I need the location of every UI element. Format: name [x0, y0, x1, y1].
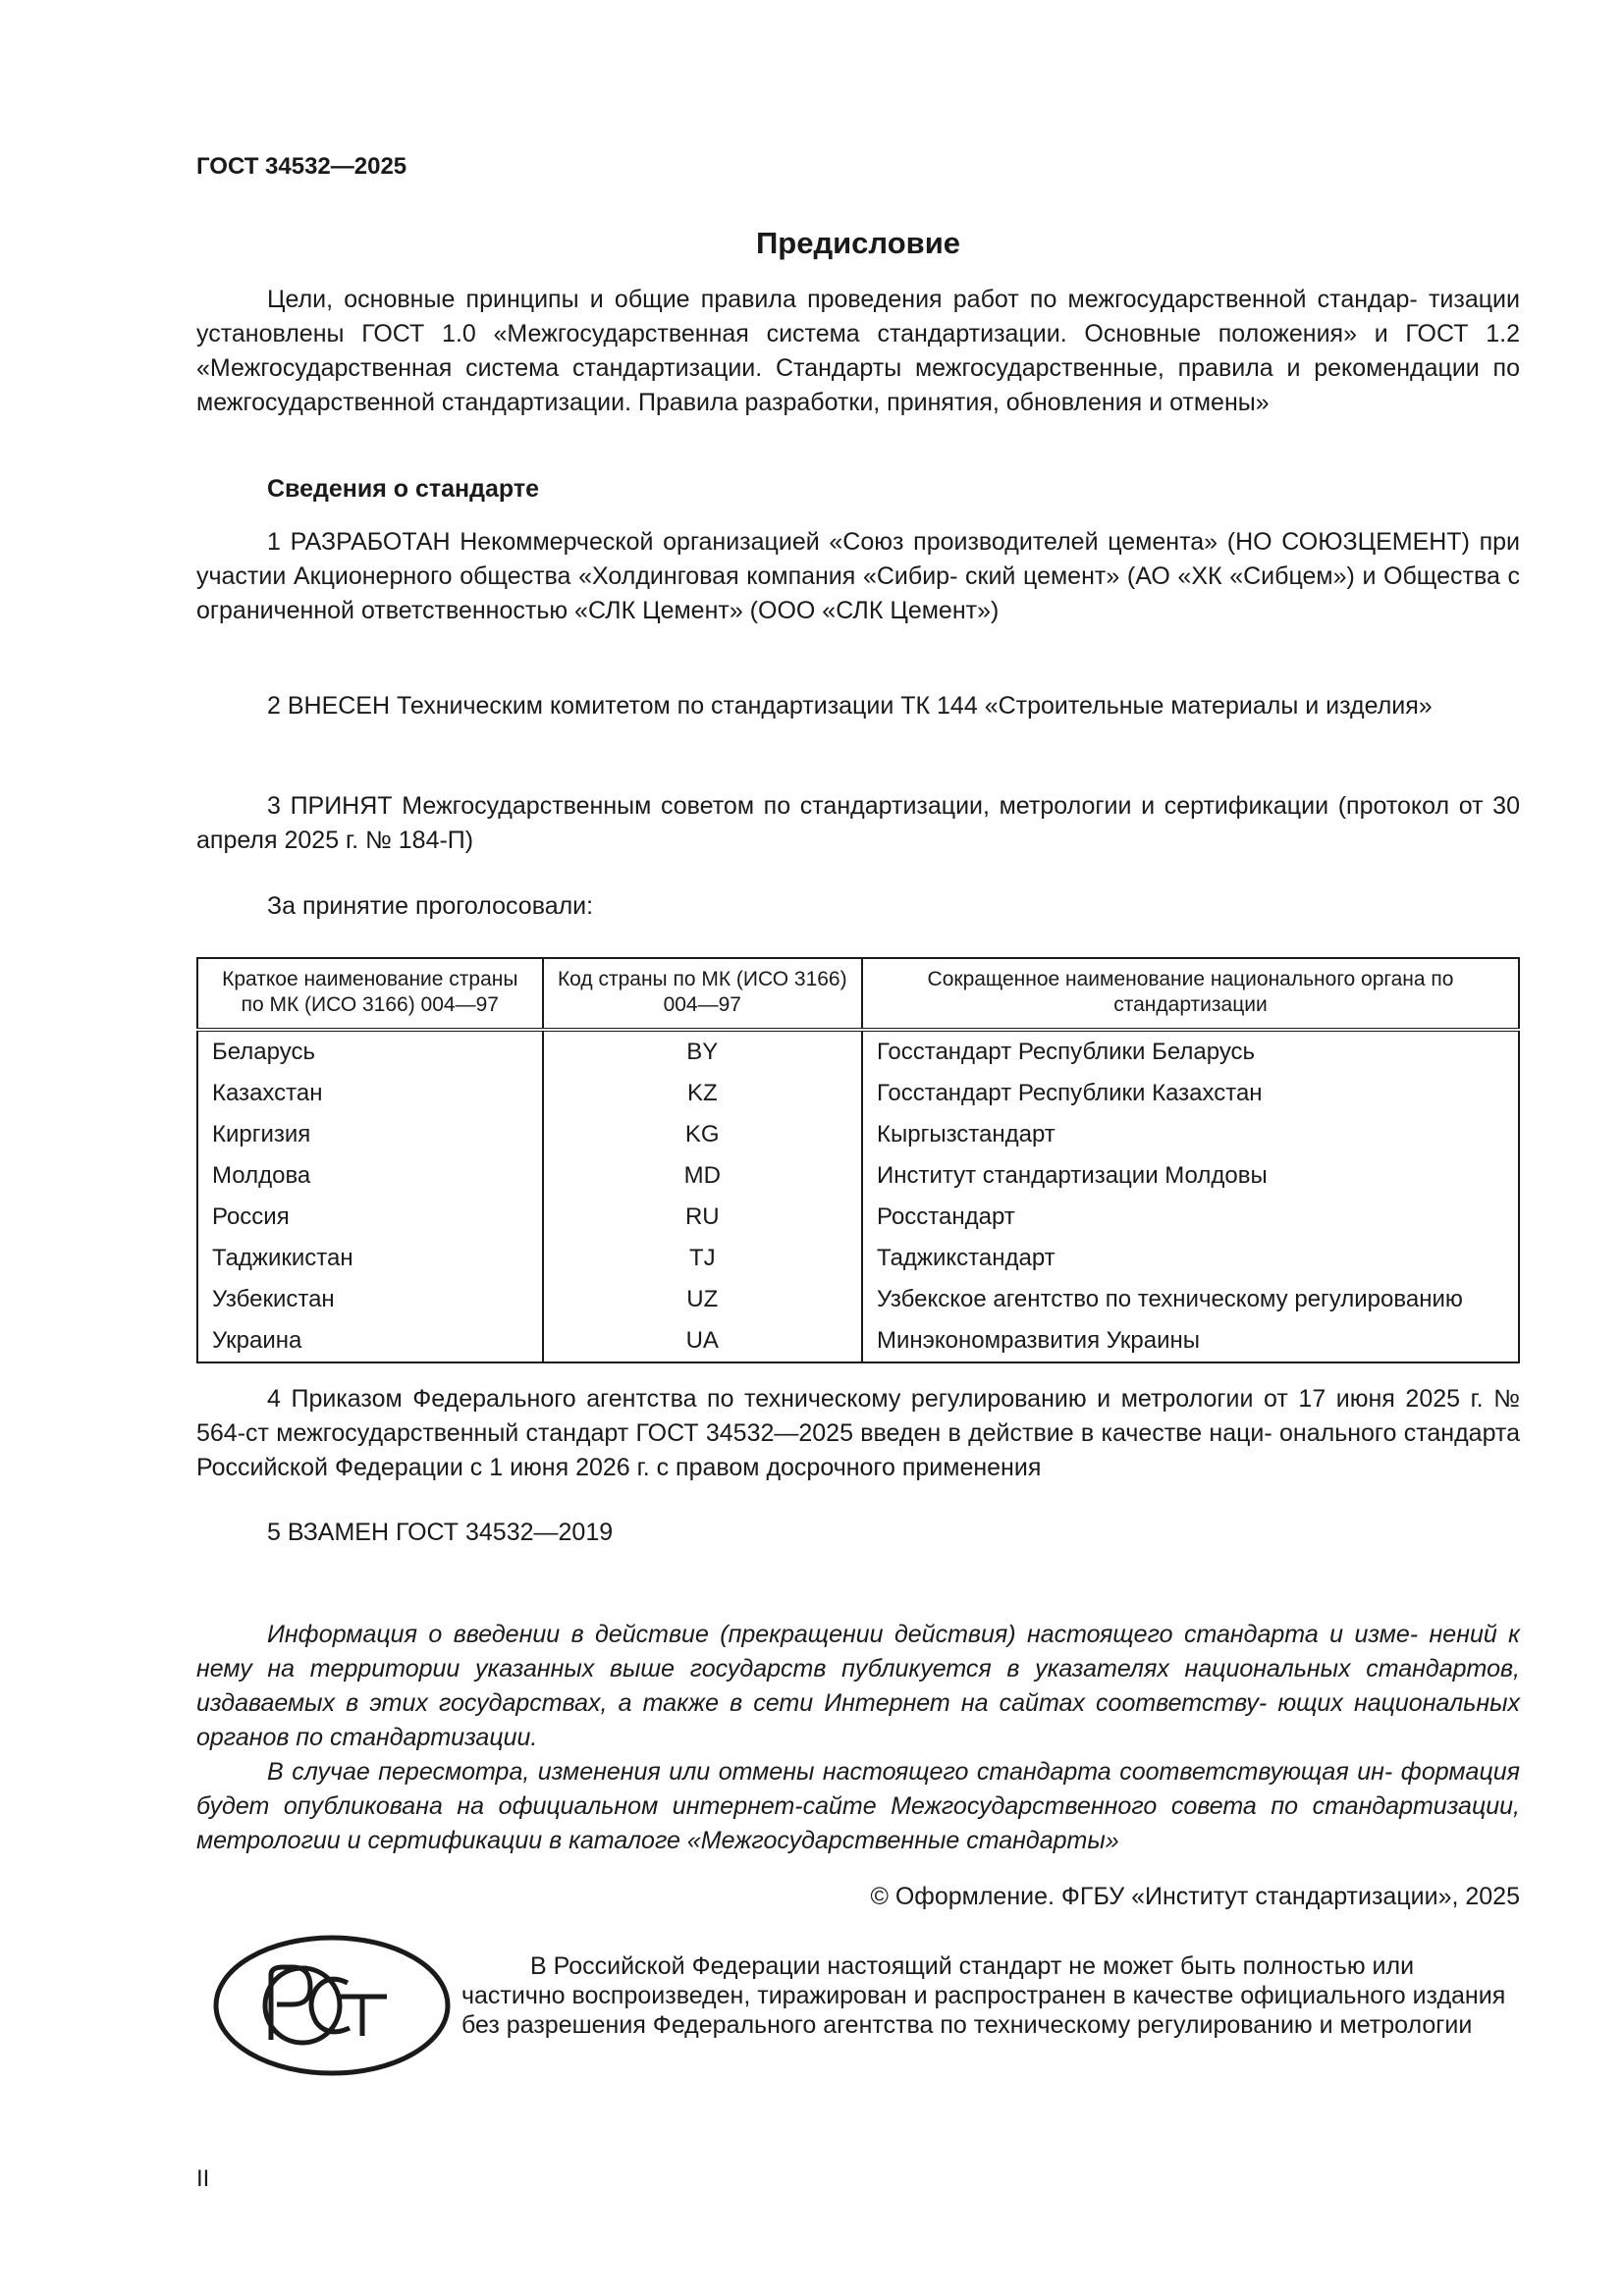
code-cell: KZ: [543, 1073, 862, 1114]
code-cell: RU: [543, 1197, 862, 1238]
table-row: [197, 1030, 1519, 1073]
table-row: [197, 1279, 1519, 1320]
table-row: [197, 1073, 1519, 1114]
page-number: II: [196, 2165, 210, 2192]
country-cell: Казахстан: [197, 1073, 543, 1114]
table-row: [197, 1238, 1519, 1279]
rights-paragraph: [461, 1951, 1520, 2040]
table-row: [197, 1320, 1519, 1362]
table-row: [197, 1197, 1519, 1238]
rights-text: В Российской Федерации настоящий стандарт не может быть полностью или частично воспроизведен, тиражирован и распространен в качестве официального издания без разрешения Федерального агентства по техническому регулированию и метрологии: [461, 1952, 1506, 2039]
country-cell: Россия: [197, 1197, 543, 1238]
code-cell: BY: [543, 1030, 862, 1073]
item-2-text: 2 ВНЕСЕН Техническим комитетом по стандартизации ТК 144 «Строительные материалы и изделия»: [267, 692, 1433, 720]
item-3-text: 3 ПРИНЯТ Межгосударственным советом по стандартизации, метрологии и сертификации (протокол от 30 апреля 2025 г. № 184-П): [196, 792, 1520, 854]
table-header-row: [197, 958, 1519, 1030]
authority-cell: Узбекское агентство по техническому регулированию: [862, 1279, 1519, 1320]
note-2-text: В случае пересмотра, изменения или отмены настоящего стандарта соответствующая ин- формация будет опубликована на официальном интернет-сайте Межгосударственного совета по стандартизации, метрологии и сертификации в каталоге «Межгосударственные стандарты»: [196, 1758, 1520, 1854]
code-cell: UZ: [543, 1279, 862, 1320]
authority-cell: Институт стандартизации Молдовы: [862, 1155, 1519, 1197]
country-cell: Киргизия: [197, 1114, 543, 1155]
item-4-text: 4 Приказом Федерального агентства по техническому регулированию и метрологии от 17 июня 2025 г. № 564-ст межгосударственный стандарт ГОСТ 34532—2025 введен в действие в качестве наци- онального стандарта Российской Федерации с 1 июня 2026 г. с правом досрочного применения: [196, 1385, 1520, 1481]
page-title: Предисловие: [755, 226, 960, 260]
authority-cell: Госстандарт Республики Казахстан: [862, 1073, 1519, 1114]
pct-certification-logo-icon: [212, 1934, 452, 2077]
document-code: ГОСТ 34532—2025: [196, 153, 407, 180]
copyright-line: © Оформление. ФГБУ «Институт стандартизации», 2025: [870, 1883, 1520, 1910]
item-2-paragraph: [196, 689, 1520, 723]
table-row: [197, 1155, 1519, 1197]
voting-countries-table: [196, 957, 1520, 1363]
item-1-text: 1 РАЗРАБОТАН Некоммерческой организацией «Союз производителей цемента» (НО СОЮЗЦЕМЕНТ) при участии Акционерного общества «Холдинговая компания «Сибир- ский цемент» (АО «ХК «Сибцем») и Общества с ограниченной ответственностью «СЛК Цемент» (ООО «СЛК Цемент»): [196, 528, 1520, 624]
column-header-country: Краткое наименование страны по МК (ИСО 3166) 004—97: [197, 958, 543, 1030]
country-cell: Молдова: [197, 1155, 543, 1197]
authority-cell: Росстандарт: [862, 1197, 1519, 1238]
authority-cell: Таджикстандарт: [862, 1238, 1519, 1279]
column-header-authority: Сокращенное наименование национального органа по стандартизации: [862, 958, 1519, 1030]
column-header-code: Код страны по МК (ИСО 3166) 004—97: [543, 958, 862, 1030]
authority-cell: Госстандарт Республики Беларусь: [862, 1030, 1519, 1073]
item-1-paragraph: [196, 525, 1520, 628]
intro-paragraph: [196, 283, 1520, 420]
country-cell: Таджикистан: [197, 1238, 543, 1279]
authority-cell: Минэкономразвития Украины: [862, 1320, 1519, 1362]
table-row: [197, 1114, 1519, 1155]
code-cell: TJ: [543, 1238, 862, 1279]
code-cell: UA: [543, 1320, 862, 1362]
note-2-paragraph: [196, 1755, 1520, 1858]
item-4-paragraph: [196, 1382, 1520, 1485]
intro-text: Цели, основные принципы и общие правила проведения работ по межгосударственной стандар- тизации установлены ГОСТ 1.0 «Межгосударственная система стандартизации. Основные положения» и ГОСТ 1.2 «Межгосударственная система стандартизации. Стандарты межгосударственные, правила и рекомендации по межгосударственной стандартизации. Правила разработки, принятия, обновления и отмены»: [196, 286, 1520, 416]
code-cell: KG: [543, 1114, 862, 1155]
country-cell: Беларусь: [197, 1030, 543, 1073]
note-1-text: Информация о введении в действие (прекращении действия) настоящего стандарта и изме- нений к нему на территории указанных выше государств публикуется в указателях национальных стандартов, издаваемых в этих государствах, а также в сети Интернет на сайтах соответству- ющих национальных органов по стандартизации.: [196, 1621, 1520, 1751]
item-3-paragraph: [196, 789, 1520, 858]
authority-cell: Кыргызстандарт: [862, 1114, 1519, 1155]
code-cell: MD: [543, 1155, 862, 1197]
note-1-paragraph: [196, 1618, 1520, 1755]
country-cell: Узбекистан: [197, 1279, 543, 1320]
info-heading: Сведения о стандарте: [267, 475, 540, 503]
country-cell: Украина: [197, 1320, 543, 1362]
item-5-text: 5 ВЗАМЕН ГОСТ 34532—2019: [267, 1519, 614, 1546]
voted-label: За принятие проголосовали:: [267, 892, 594, 920]
